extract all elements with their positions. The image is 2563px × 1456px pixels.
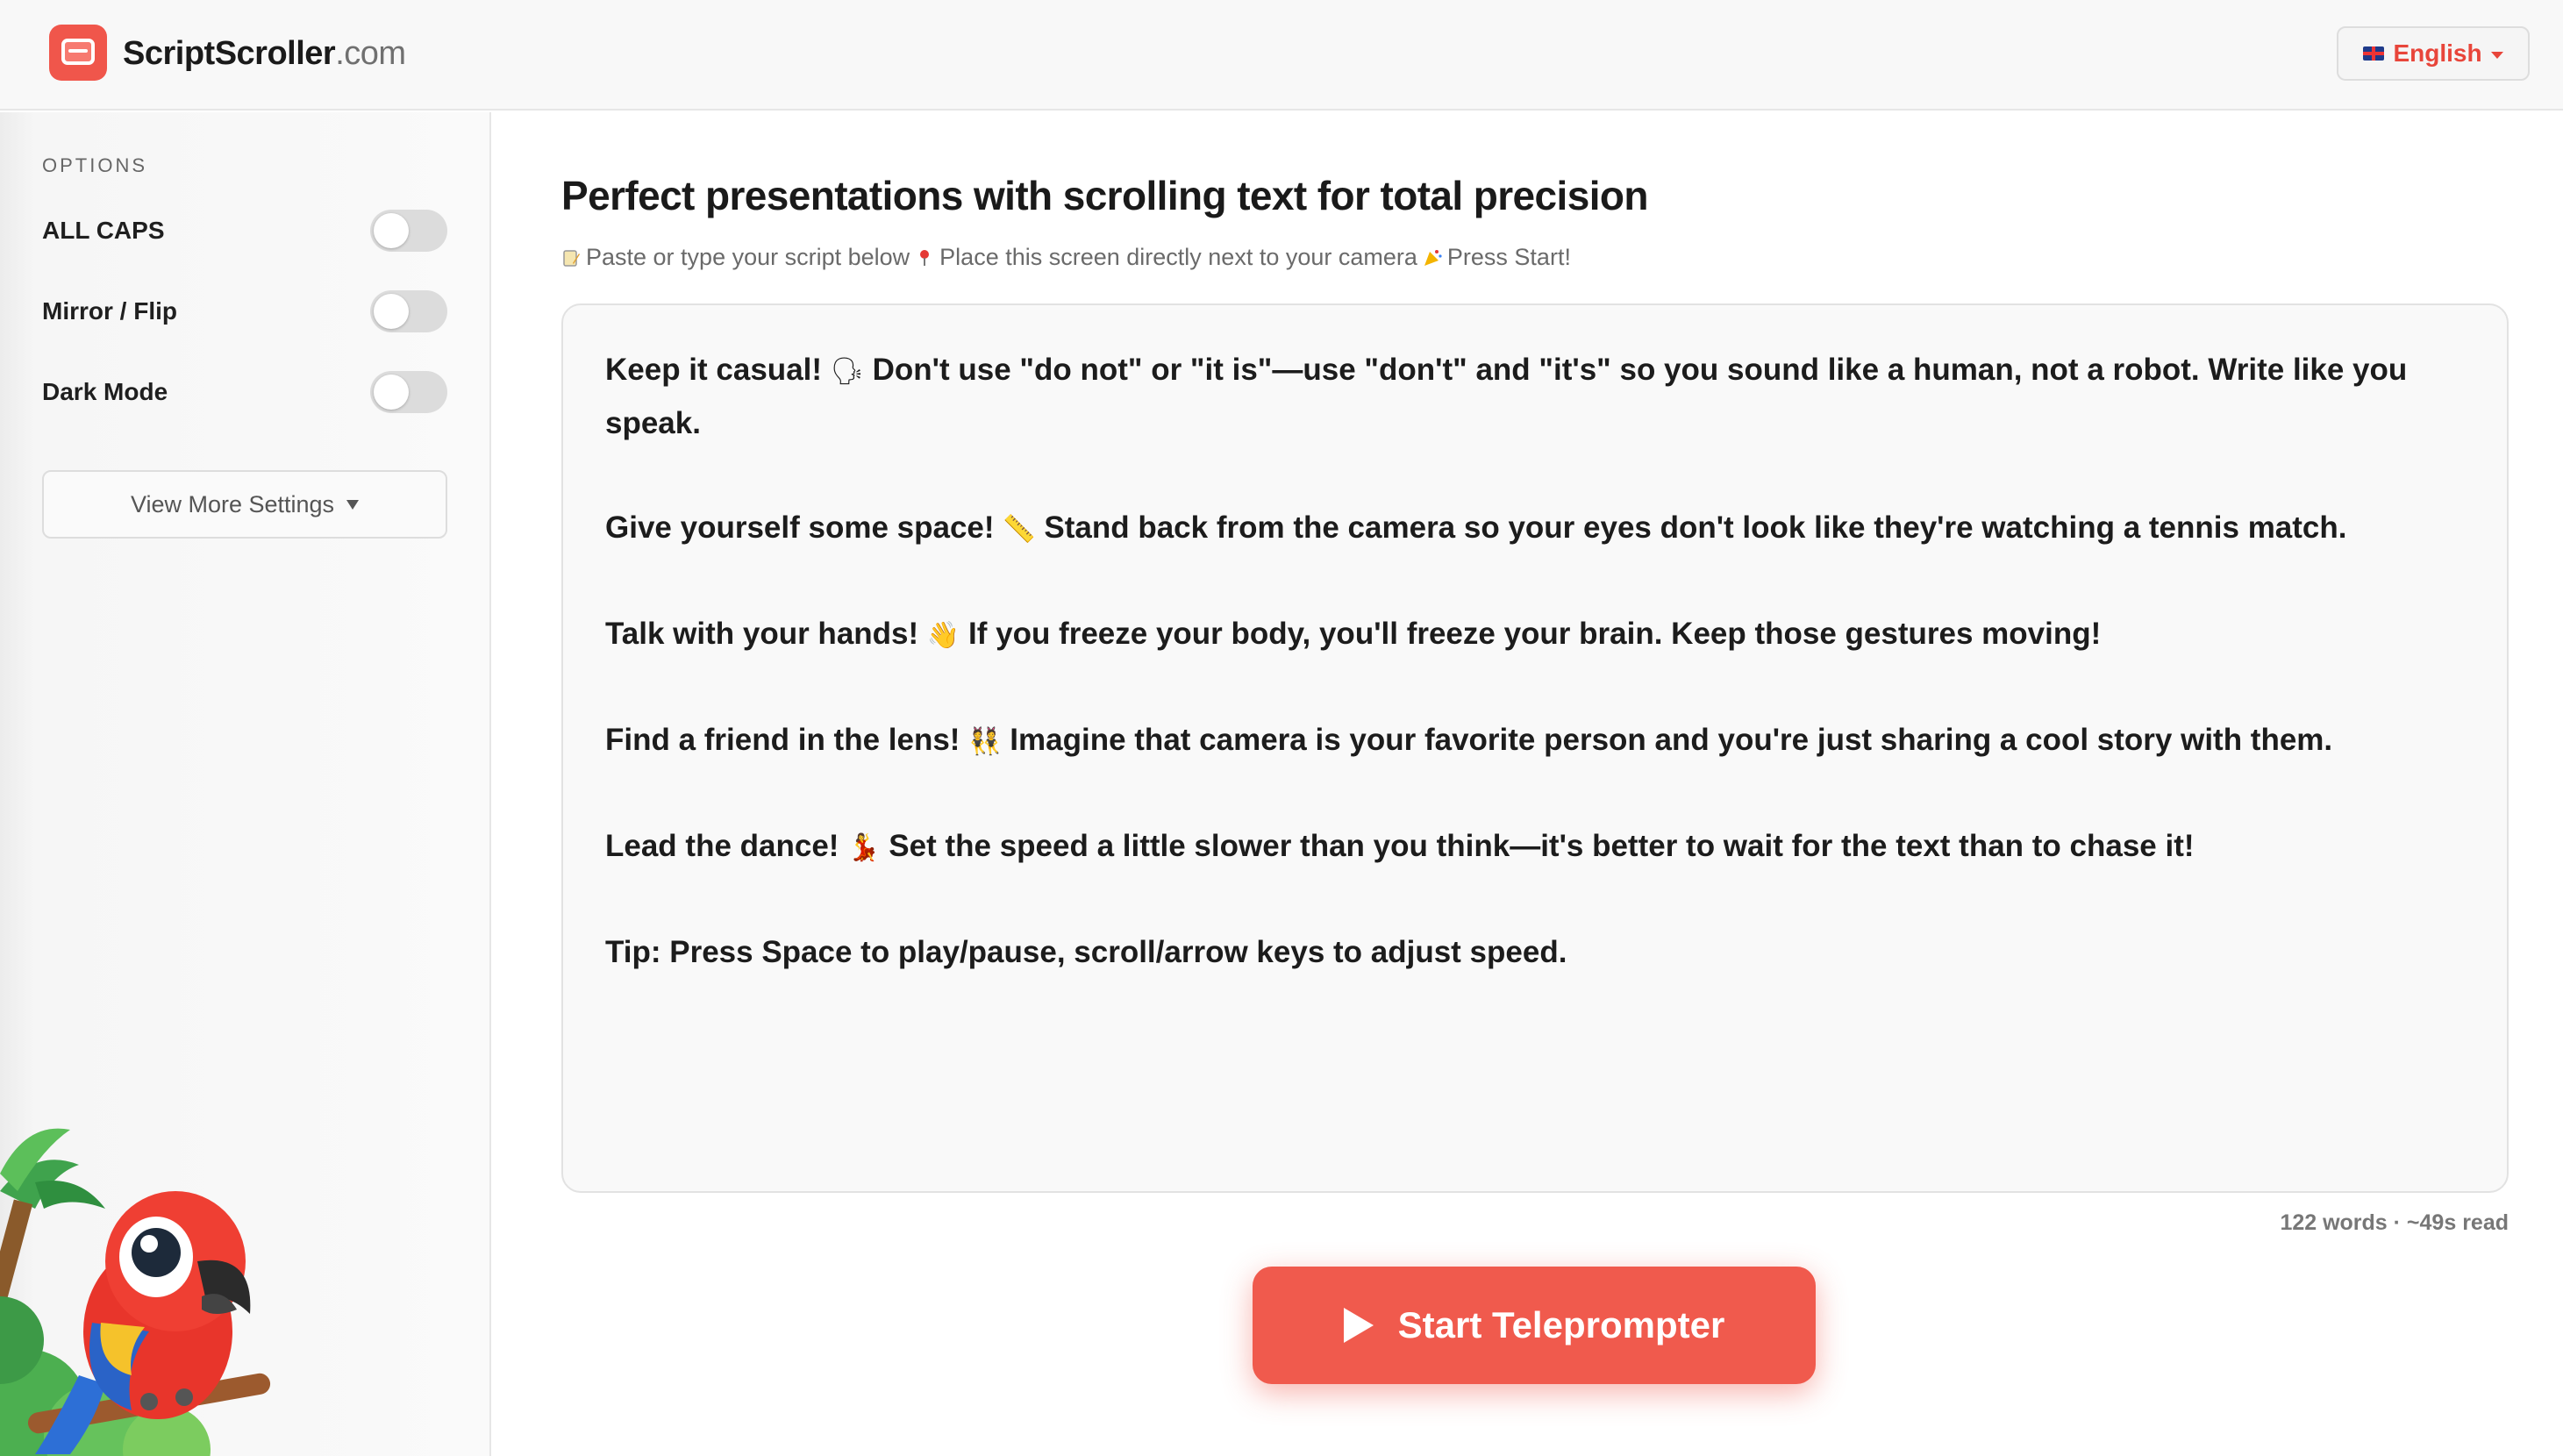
page-title: Perfect presentations with scrolling text for total precision bbox=[561, 173, 1648, 218]
instruction-step-3: Press Start! bbox=[1446, 244, 1571, 270]
language-label: English bbox=[2393, 39, 2482, 67]
paragraph-body: Stand back from the camera so your eyes don't look like they're watching a tennis match. bbox=[1044, 510, 2347, 545]
view-more-settings-button[interactable] bbox=[42, 470, 447, 539]
screen-icon bbox=[61, 39, 95, 65]
app-logo-icon[interactable] bbox=[49, 25, 107, 81]
party-icon bbox=[1423, 248, 1442, 268]
instructions-line bbox=[561, 244, 1571, 271]
script-paragraph bbox=[605, 502, 2456, 555]
dancer-icon: 💃 bbox=[847, 832, 881, 863]
caret-down-icon bbox=[346, 500, 359, 510]
paragraph-lead: Talk with your hands! bbox=[605, 617, 919, 651]
start-button-label: Start Teleprompter bbox=[1397, 1304, 1725, 1345]
dark-mode-label: Dark Mode bbox=[42, 378, 168, 405]
script-paragraph bbox=[605, 926, 2456, 978]
script-paragraph bbox=[605, 344, 2456, 449]
chevron-down-icon bbox=[2491, 52, 2503, 59]
parrot-mascot-icon bbox=[0, 1112, 289, 1456]
option-dark-mode bbox=[42, 370, 447, 414]
brand-name: ScriptScroller bbox=[123, 35, 336, 72]
paragraph-lead: Lead the dance! bbox=[605, 829, 839, 863]
play-icon bbox=[1344, 1308, 1374, 1343]
instruction-step-1: Paste or type your script below bbox=[586, 244, 910, 270]
all-caps-label: ALL CAPS bbox=[42, 217, 165, 244]
more-settings-label: View More Settings bbox=[130, 490, 335, 517]
toggle-knob bbox=[374, 294, 409, 329]
brand-title[interactable] bbox=[123, 32, 406, 75]
script-textarea[interactable] bbox=[561, 303, 2509, 1193]
speaking-head-icon: 🗣 bbox=[830, 356, 864, 387]
option-all-caps bbox=[42, 209, 447, 253]
all-caps-toggle[interactable] bbox=[370, 210, 447, 252]
mirror-flip-label: Mirror / Flip bbox=[42, 297, 177, 325]
memo-icon bbox=[561, 248, 581, 268]
mirror-flip-toggle[interactable] bbox=[370, 290, 447, 332]
uk-flag-icon bbox=[2363, 46, 2384, 61]
options-heading: OPTIONS bbox=[42, 154, 148, 176]
language-selector[interactable] bbox=[2337, 26, 2530, 81]
option-mirror-flip bbox=[42, 289, 447, 333]
script-paragraph bbox=[605, 714, 2456, 767]
waving-hand-icon: 👋 bbox=[926, 620, 960, 651]
paragraph-tip: Tip: Press Space to play/pause, scroll/arrow keys to adjust speed. bbox=[605, 935, 1567, 969]
brand-tld: .com bbox=[335, 35, 406, 72]
paragraph-body: Don't use "do not" or "it is"—use "don't" and "it's" so you sound like a human, not a robot. Write like you speak. bbox=[605, 353, 2408, 440]
toggle-knob bbox=[374, 213, 409, 248]
toggle-knob bbox=[374, 375, 409, 410]
word-count: 122 words · ~49s read bbox=[2280, 1210, 2509, 1235]
options-sidebar bbox=[0, 112, 491, 1456]
start-teleprompter-button[interactable] bbox=[1253, 1267, 1816, 1384]
pin-icon bbox=[915, 248, 934, 268]
paragraph-body: If you freeze your body, you'll freeze your brain. Keep those gestures moving! bbox=[968, 617, 2102, 651]
paragraph-lead: Keep it casual! bbox=[605, 353, 823, 387]
ruler-icon: 📏 bbox=[1003, 514, 1036, 545]
paragraph-body: Set the speed a little slower than you think—it's better to wait for the text than to chase it! bbox=[889, 829, 2195, 863]
top-header bbox=[0, 0, 2563, 111]
instruction-step-2: Place this screen directly next to your camera bbox=[939, 244, 1417, 270]
paragraph-lead: Give yourself some space! bbox=[605, 510, 995, 545]
paragraph-lead: Find a friend in the lens! bbox=[605, 723, 960, 757]
dancers-icon: 👯 bbox=[968, 726, 1002, 757]
script-paragraph bbox=[605, 820, 2456, 874]
dark-mode-toggle[interactable] bbox=[370, 371, 447, 413]
paragraph-body: Imagine that camera is your favorite person and you're just sharing a cool story with them. bbox=[1010, 723, 2333, 757]
script-paragraph bbox=[605, 608, 2456, 661]
